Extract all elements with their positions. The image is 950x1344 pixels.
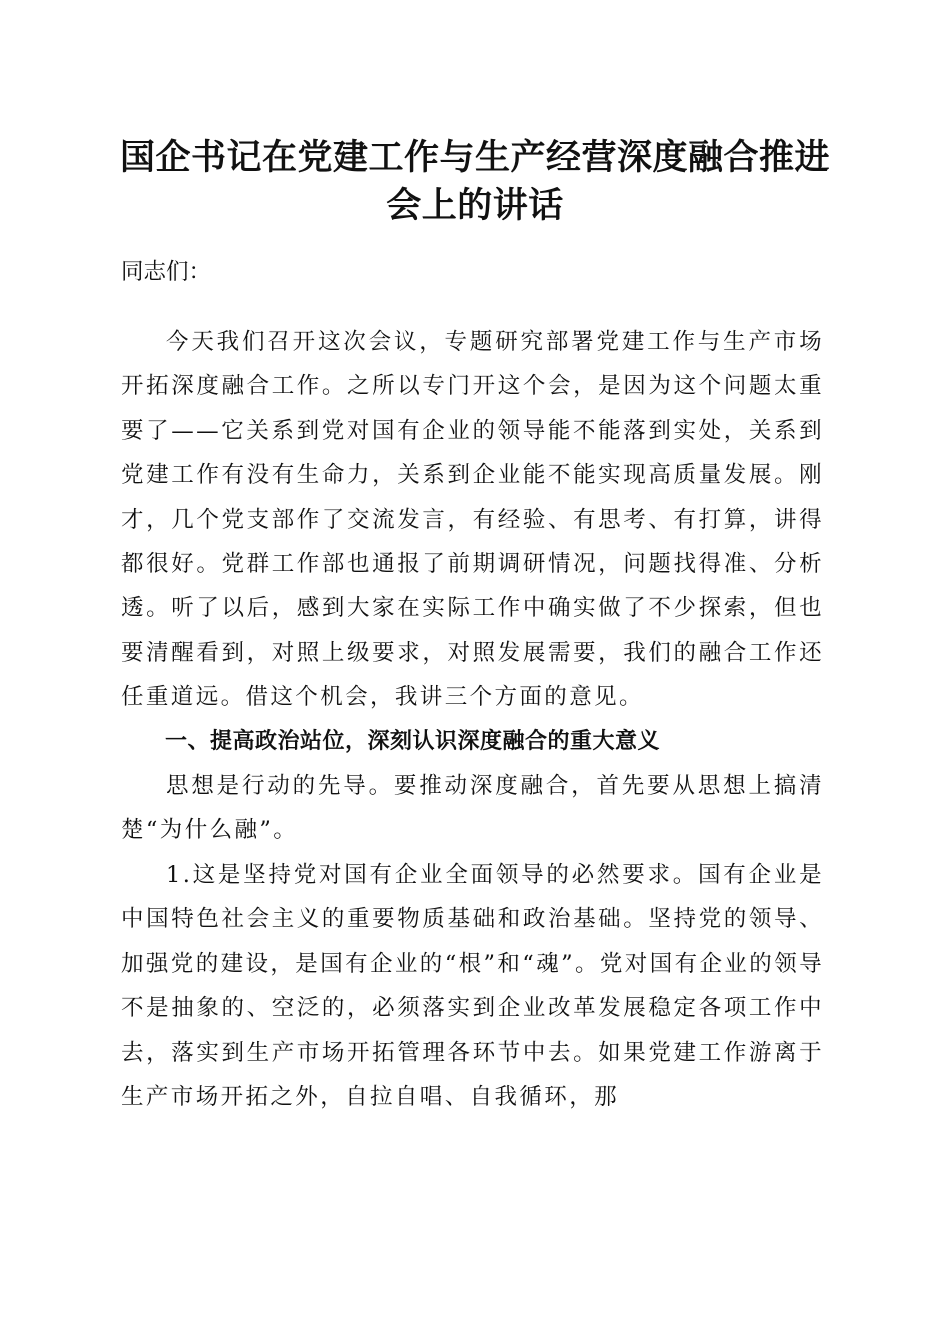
section-1-intro-paragraph: 思想是行动的先导。要推动深度融合，首先要从思想上搞清楚“为什么融”。	[121, 773, 824, 844]
document-title-line-1: 国企书记在党建工作与生产经营深度融合推进	[119, 137, 830, 178]
section-1-point-1-paragraph: 1.这是坚持党对国有企业全面领导的必然要求。国有企业是中国特色社会主义的重要物质基础和政治基础。坚持党的领导、加强党的建设，是国有企业的“根”和“魂”。党对国有企业的领导不是抽象的、空泛的，必须落实到企业改革发展稳定各项工作中去，落实到生产市场开拓管理各环节中去。如果党建工作游离于生产市场开拓之外，自拉自唱、自我循环，那	[121, 861, 825, 1110]
salutation: 同志们：	[121, 259, 212, 285]
document-title-line-2: 会上的讲话	[386, 185, 564, 226]
section-heading-1: 一、提高政治站位，深刻认识深度融合的重大意义	[165, 728, 661, 754]
opening-paragraph: 今天我们召开这次会议，专题研究部署党建工作与生产市场开拓深度融合工作。之所以专门开这个会，是因为这个问题太重要了——它关系到党对国有企业的领导能不能落到实处，关系到党建工作有没有生命力，关系到企业能不能实现高质量发展。刚才，几个党支部作了交流发言，有经验、有思考、有打算，讲得都很好。党群工作部也通报了前期调研情况，问题找得准、分析透。听了以后，感到大家在实际工作中确实做了不少探索，但也要清醒看到，对照上级要求，对照发展需要，我们的融合工作还任重道远。借这个机会，我讲三个方面的意见。	[121, 329, 824, 711]
document-body	[121, 320, 824, 1119]
